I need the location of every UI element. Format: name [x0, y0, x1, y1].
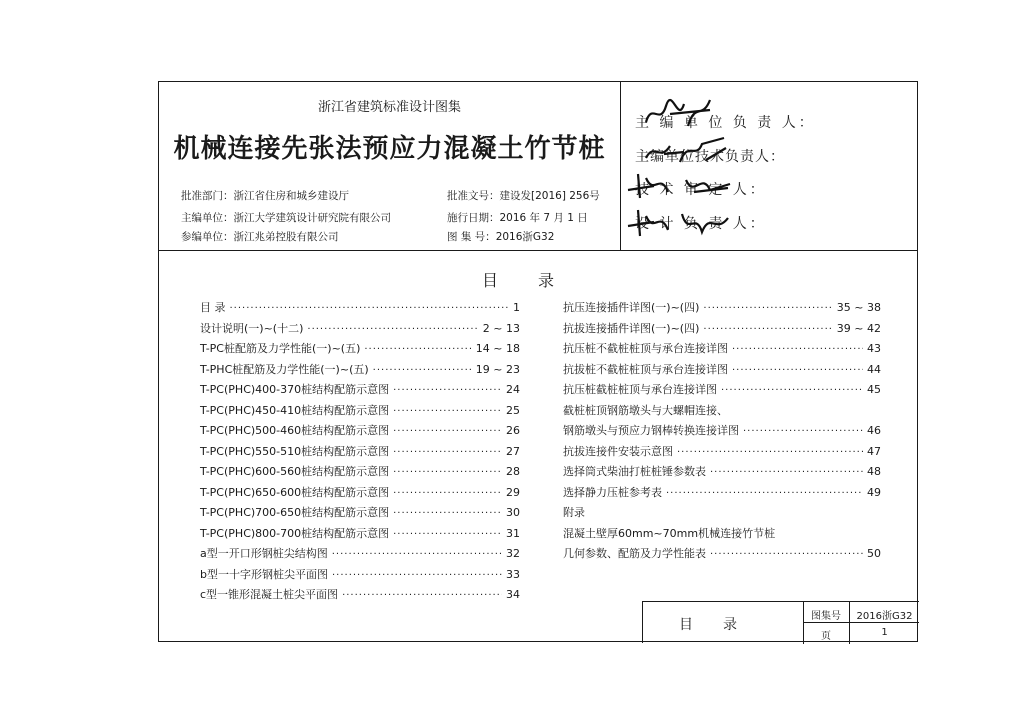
- toc-entry: [200, 443, 520, 459]
- toc-entry-page: 31: [506, 526, 520, 540]
- toc-leader: [666, 488, 863, 499]
- toc-leader: [393, 426, 502, 437]
- atlas-title: 机械连接先张法预应力混凝土竹节桩: [173, 134, 606, 164]
- atlas-number: 图 集 号：2016浙G32: [447, 231, 555, 243]
- toc-leader: [332, 570, 502, 581]
- effective-date: 施行日期：2016 年 7 月 1 日: [447, 212, 588, 224]
- signature-chief: [640, 96, 720, 137]
- title-block-atlas-label: 图集号: [811, 611, 841, 622]
- toc-entry: [200, 402, 520, 418]
- toc-entry: [200, 566, 520, 582]
- toc-entry: [563, 299, 881, 315]
- toc-entry: [563, 381, 881, 397]
- toc-entry: [563, 525, 881, 541]
- signature-label-design: 设 计 负 责 人：: [635, 216, 767, 232]
- toc-entry: [563, 545, 881, 561]
- toc-entry-page: 14 ~ 18: [475, 342, 520, 355]
- signature-label-review: 技 术 审 定 人：: [635, 182, 767, 198]
- toc-entry-label: T-PC(PHC)550-510桩结构配筋示意图: [200, 444, 390, 458]
- toc-entry-label: T-PC桩配筋及力学性能(一)~(五): [200, 342, 361, 355]
- toc-entry: [200, 463, 520, 479]
- title-block-page-label: 页: [821, 631, 831, 642]
- toc-entry-label: 几何参数、配筋及力学性能表: [563, 547, 706, 560]
- toc-entry: [563, 463, 881, 479]
- toc-entry-page: 24: [506, 383, 520, 396]
- toc-leader: [393, 447, 502, 458]
- toc-entry-label: T-PC(PHC)450-410桩结构配筋示意图: [200, 403, 390, 417]
- toc-entry: [563, 402, 881, 418]
- toc-entry: [200, 525, 520, 541]
- toc-entry-page: 27: [506, 444, 520, 458]
- toc-entry-label: 附录: [563, 506, 585, 519]
- toc-entry-label: T-PC(PHC)600-560桩结构配筋示意图: [200, 465, 390, 478]
- toc-entry-page: 19 ~ 23: [475, 362, 520, 376]
- toc-entry-label: b型一十字形钢桩尖平面图: [200, 567, 328, 581]
- signature-design: [624, 206, 734, 247]
- toc-entry: [200, 299, 520, 315]
- toc-entry-page: 34: [506, 588, 520, 601]
- toc-entry-page: 39 ~ 42: [836, 321, 881, 335]
- toc-entry: [563, 340, 881, 356]
- toc-leader: [393, 529, 502, 540]
- toc-heading: 目录: [481, 271, 594, 290]
- toc-entry-label: 目 录: [200, 301, 226, 314]
- toc-entry: [200, 545, 520, 561]
- toc-entry: [200, 320, 520, 336]
- toc-entry-label: 抗压桩不截桩桩顶与承台连接详图: [563, 342, 728, 355]
- toc-entry-label: c型一锥形混凝土桩尖平面图: [200, 588, 339, 601]
- signature-review: [624, 168, 734, 209]
- toc-entry-page: 33: [506, 567, 520, 581]
- toc-leader: [342, 590, 502, 601]
- toc-leader: [393, 385, 502, 396]
- toc-entry-label: T-PC(PHC)500-460桩结构配筋示意图: [200, 424, 390, 437]
- toc-entry-page: 2 ~ 13: [482, 321, 520, 335]
- toc-entry: [200, 381, 520, 397]
- toc-leader: [677, 447, 863, 458]
- toc-entry: [563, 361, 881, 377]
- toc-entry: [200, 586, 520, 602]
- toc-entry-label: 截桩桩顶钢筋墩头与大螺帽连接、: [563, 403, 728, 417]
- approval-doc-no: 批准文号：建设发[2016] 256号: [447, 190, 600, 202]
- toc-entry: [563, 422, 881, 438]
- toc-entry-label: T-PC(PHC)650-600桩结构配筋示意图: [200, 485, 390, 499]
- toc-leader: [732, 344, 863, 355]
- toc-entry: [200, 422, 520, 438]
- toc-leader: [743, 426, 863, 437]
- toc-entry-label: 抗拔桩不截桩桩顶与承台连接详图: [563, 362, 728, 376]
- toc-entry: [563, 320, 881, 336]
- toc-entry-page: 29: [506, 485, 520, 499]
- toc-entry: [200, 484, 520, 500]
- toc-leader: [393, 467, 502, 478]
- toc-leader: [393, 488, 502, 499]
- toc-entry-page: 50: [867, 547, 881, 560]
- toc-entry-page: 28: [506, 465, 520, 478]
- approve-dept: 批准部门：浙江省住房和城乡建设厅: [181, 190, 349, 202]
- toc-leader: [373, 365, 472, 376]
- toc-entry-label: T-PC(PHC)800-700桩结构配筋示意图: [200, 526, 390, 540]
- toc-entry: [563, 504, 881, 520]
- toc-entry-page: 48: [867, 465, 881, 478]
- title-block-page: 1: [881, 627, 888, 638]
- toc-entry-page: 30: [506, 506, 520, 519]
- series-name: 浙江省建筑标准设计图集: [317, 100, 461, 115]
- toc-entry: [200, 361, 520, 377]
- toc-leader: [393, 406, 502, 417]
- toc-entry-page: 32: [506, 547, 520, 560]
- toc-entry-page: 26: [506, 424, 520, 437]
- toc-leader: [703, 303, 832, 314]
- editor-unit: 主编单位：浙江大学建筑设计研究院有限公司: [181, 212, 391, 224]
- title-block: [642, 601, 919, 643]
- toc-entry-page: 1: [513, 301, 520, 314]
- toc-entry-page: 35 ~ 38: [836, 301, 881, 314]
- toc-entry-page: 44: [867, 362, 881, 376]
- toc-entry-label: a型一开口形钢桩尖结构图: [200, 547, 328, 560]
- toc-entry-label: 选择静力压桩参考表: [563, 485, 662, 499]
- toc-entry-label: T-PC(PHC)700-650桩结构配筋示意图: [200, 506, 390, 519]
- toc-entry-label: 抗压连接插件详图(一)~(四): [563, 301, 700, 314]
- toc-entry-label: 设计说明(一)~(十二): [200, 321, 304, 335]
- toc-entry-page: 43: [867, 342, 881, 355]
- toc-leader: [230, 303, 510, 314]
- toc-entry-label: T-PHC桩配筋及力学性能(一)~(五): [200, 362, 369, 376]
- toc-leader: [710, 549, 863, 560]
- toc-entry-label: 抗拔连接件安装示意图: [563, 444, 673, 458]
- header-divider: [159, 250, 917, 251]
- toc-entry: [200, 340, 520, 356]
- toc-entry: [563, 443, 881, 459]
- toc-leader: [710, 467, 863, 478]
- title-block-title: 目录: [679, 617, 767, 633]
- toc-leader: [332, 549, 502, 560]
- toc-entry-label: 选择筒式柴油打桩桩锤参数表: [563, 465, 706, 478]
- toc-leader: [721, 385, 863, 396]
- toc-entry-page: 46: [867, 424, 881, 437]
- signature-divider: [620, 82, 621, 250]
- participant-unit: 参编单位：浙江兆弟控股有限公司: [181, 231, 339, 243]
- toc-leader: [307, 324, 478, 335]
- toc-entry-page: 25: [506, 403, 520, 417]
- toc-entry-page: 47: [867, 444, 881, 458]
- toc-entry-label: 钢筋墩头与预应力钢棒转换连接详图: [563, 424, 739, 437]
- signature-label-tech: 主编单位技术负责人：: [635, 149, 785, 165]
- toc-entry-label: 抗拔连接插件详图(一)~(四): [563, 321, 700, 335]
- toc-entry: [200, 504, 520, 520]
- toc-entry-page: 49: [867, 485, 881, 499]
- toc-entry-page: 45: [867, 383, 881, 396]
- toc-leader: [393, 508, 502, 519]
- toc-entry: [563, 484, 881, 500]
- toc-leader: [703, 324, 832, 335]
- toc-leader: [732, 365, 863, 376]
- signature-label-chief: 主 编 单 位 负 责 人：: [635, 115, 816, 131]
- toc-entry-label: 混凝土壁厚60mm~70mm机械连接竹节桩: [563, 526, 776, 540]
- toc-entry-label: T-PC(PHC)400-370桩结构配筋示意图: [200, 383, 390, 396]
- title-block-atlas: 2016浙G32: [856, 611, 913, 622]
- toc-leader: [364, 344, 471, 355]
- toc-entry-label: 抗压桩截桩桩顶与承台连接详图: [563, 383, 717, 396]
